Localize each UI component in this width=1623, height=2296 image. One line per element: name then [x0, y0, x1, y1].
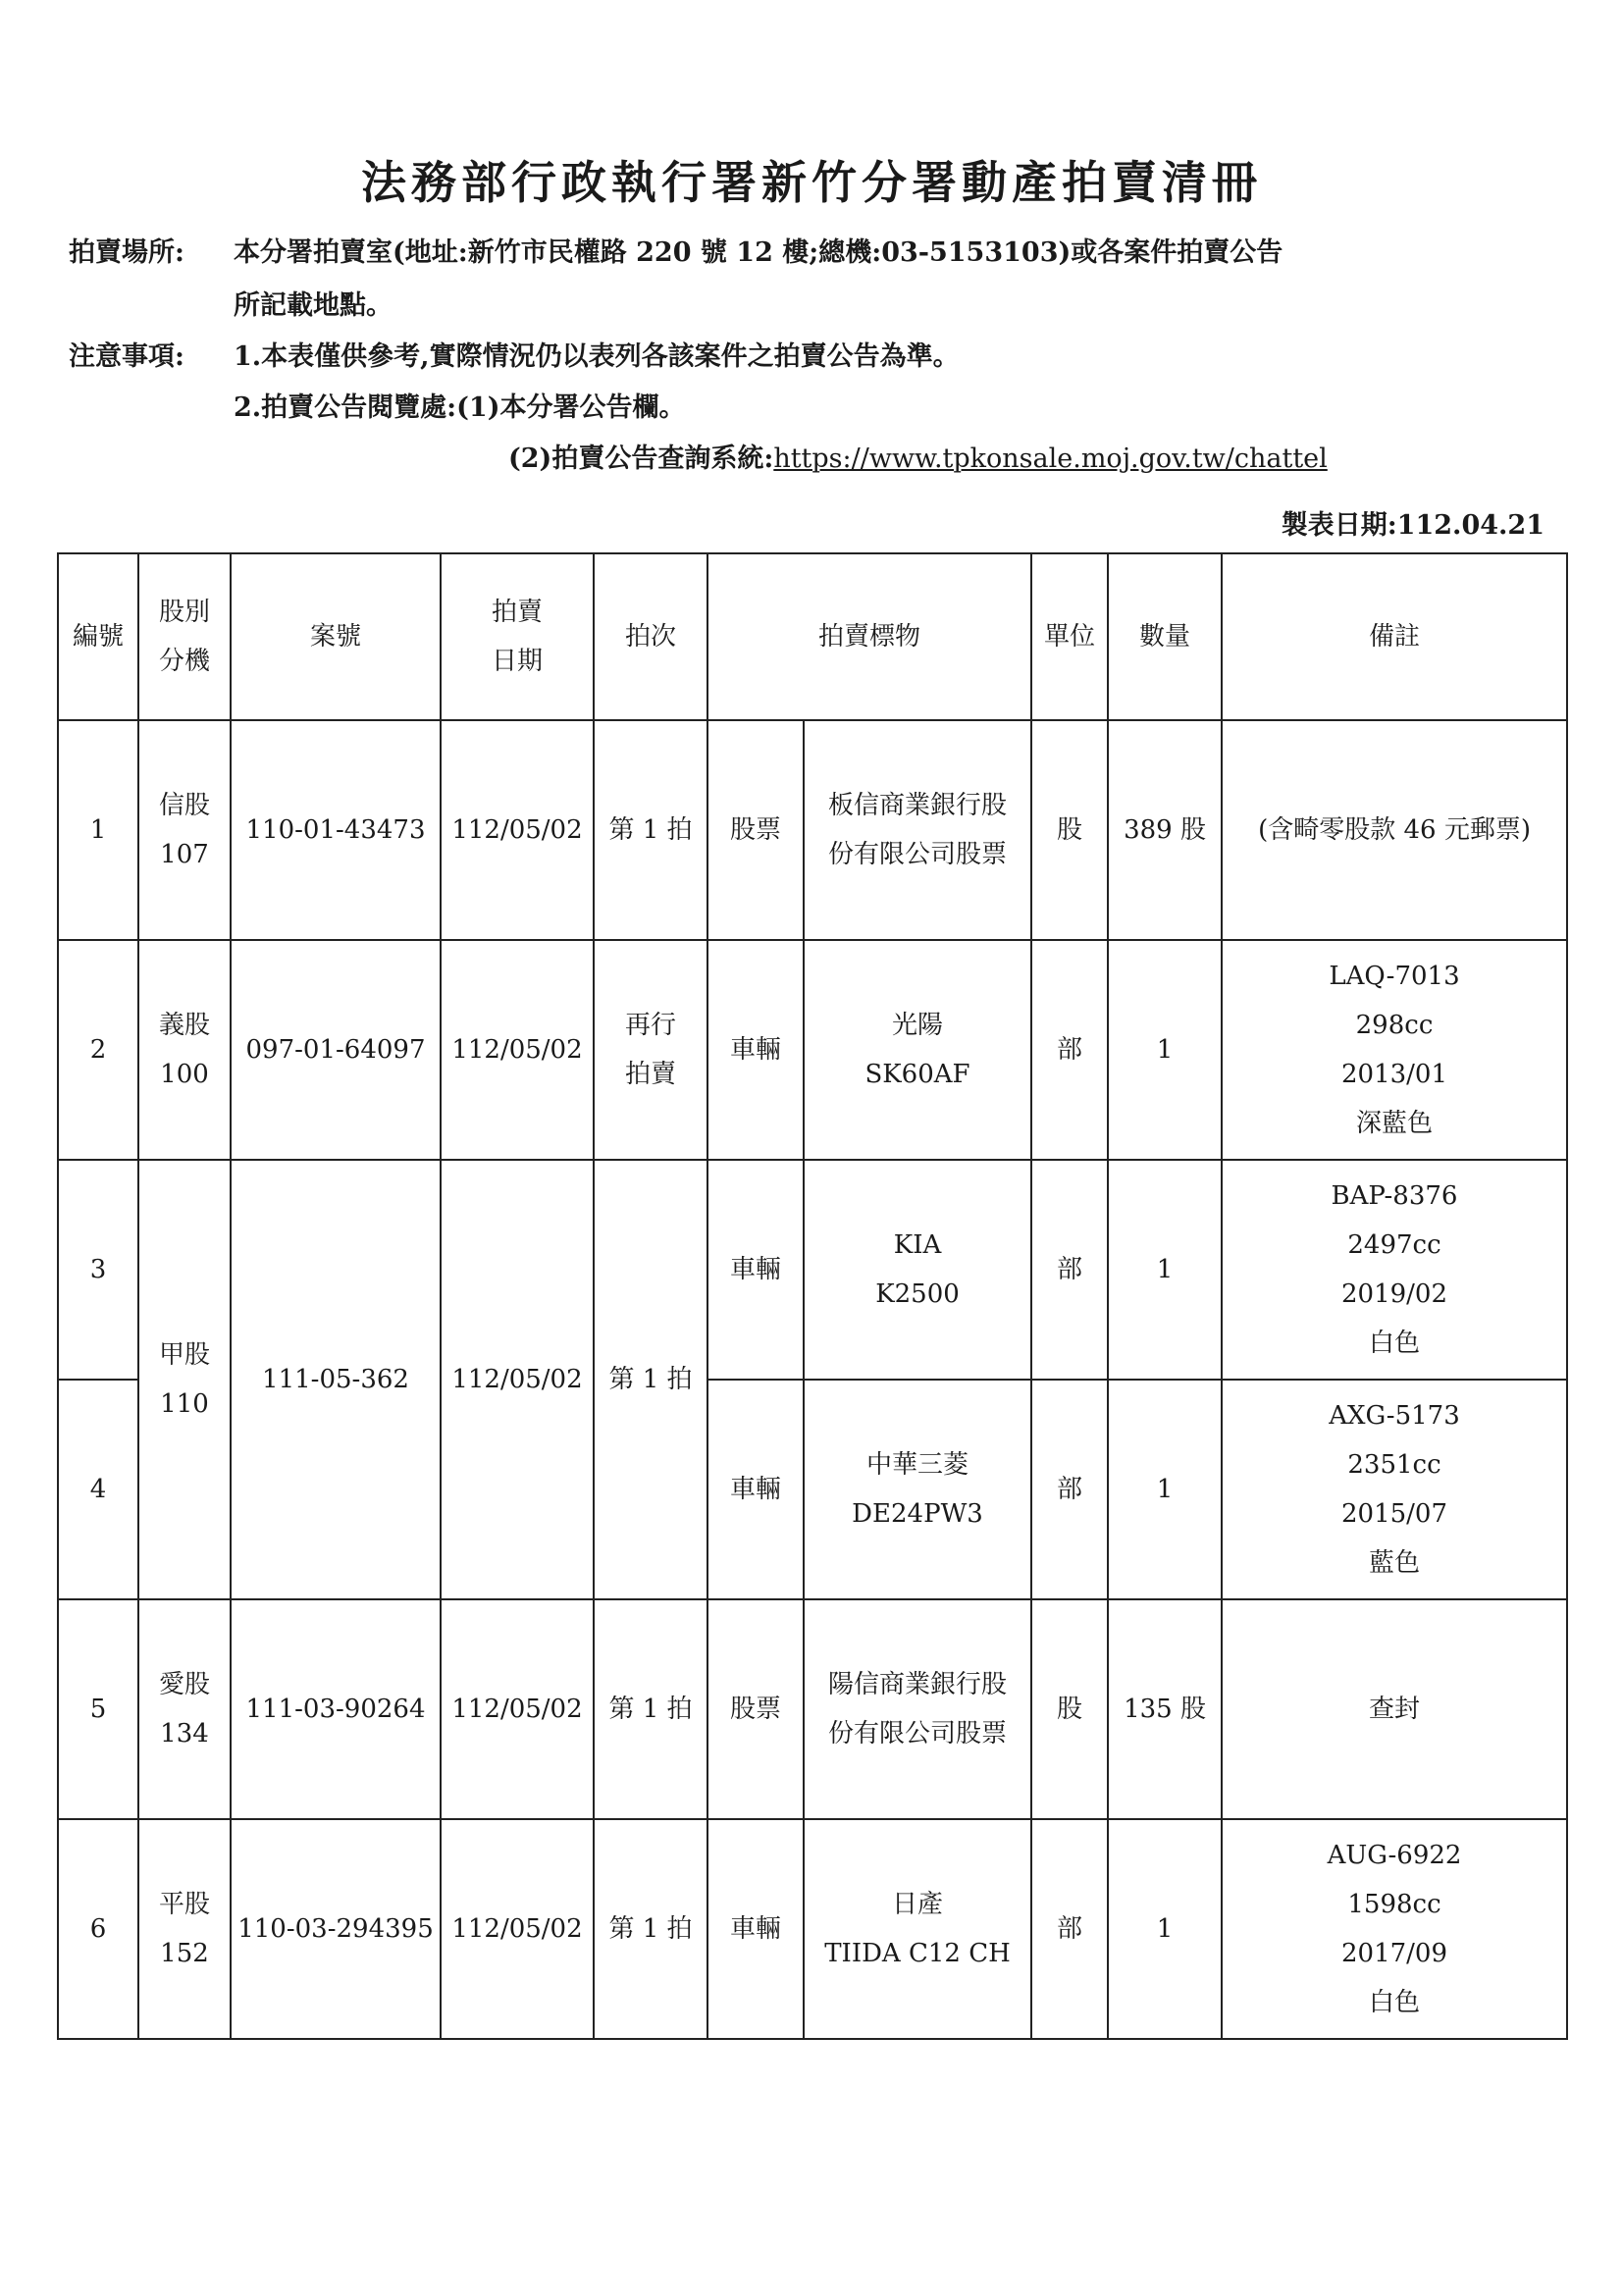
- venue-text: 本分署拍賣室(地址:新竹市民權路 220 號 12 樓;總機:03-5153103)或各案件拍賣公告: [234, 237, 1283, 268]
- header-qty: 數量: [1108, 553, 1222, 720]
- cell-note: [1222, 1599, 1567, 1819]
- cell-desc-line: 陽信商業銀行股: [828, 1670, 1008, 1699]
- cell-no: 6: [58, 1819, 138, 2039]
- cell-measure: 部: [1031, 940, 1108, 1160]
- header-note: 備註: [1222, 553, 1567, 720]
- table-row: [58, 720, 1567, 940]
- cell-qty: 1: [1108, 1380, 1222, 1599]
- cell-note-line: 2015/07: [1341, 1499, 1448, 1529]
- cell-round-text: 第 1 拍: [608, 815, 693, 845]
- cell-unit-ext: 134: [160, 1719, 209, 1748]
- notes-line-3: [508, 440, 1328, 479]
- cell-measure: 股: [1031, 1599, 1108, 1819]
- cell-unit-name: 平股: [158, 1890, 210, 1919]
- header-row: [58, 553, 1567, 720]
- cell-round: [594, 1599, 707, 1819]
- cell-unit-ext: 100: [160, 1060, 209, 1089]
- cell-note-line: AXG-5173: [1329, 1401, 1460, 1431]
- cell-desc-line: 中華三菱: [866, 1450, 969, 1480]
- note-item-2: 2.拍賣公告閱覽處:(1)本分署公告欄。: [234, 392, 686, 423]
- cell-note: [1222, 720, 1567, 940]
- cell-round-text: 第 1 拍: [608, 1914, 693, 1944]
- cell-note-line: 2013/01: [1341, 1060, 1448, 1089]
- cell-date: 112/05/02: [441, 1160, 594, 1599]
- cell-desc: [804, 1599, 1031, 1819]
- cell-date: 112/05/02: [441, 940, 594, 1160]
- cell-date: 112/05/02: [441, 1599, 594, 1819]
- venue-label: 拍賣場所:: [69, 237, 184, 268]
- cell-note-line: 1598cc: [1347, 1890, 1441, 1919]
- header-item: 拍賣標物: [707, 553, 1031, 720]
- cell-desc-line: KIA: [893, 1230, 942, 1260]
- cell-unit: [138, 940, 231, 1160]
- cell-note: [1222, 1380, 1567, 1599]
- venue-text-cont: 所記載地點。: [234, 290, 393, 321]
- cell-type: 車輛: [707, 1160, 804, 1380]
- cell-type: 車輛: [707, 1819, 804, 2039]
- header-unit-a: 股別: [158, 598, 210, 627]
- cell-note-line: 2351cc: [1347, 1450, 1441, 1480]
- header-unit: [138, 553, 231, 720]
- cell-case: 111-05-362: [231, 1160, 441, 1599]
- cell-desc-line: SK60AF: [864, 1060, 970, 1089]
- notes-line-2: [234, 389, 686, 428]
- cell-unit: [138, 1160, 231, 1599]
- cell-unit-ext: 107: [160, 840, 209, 869]
- cell-unit-name: 甲股: [158, 1340, 210, 1370]
- cell-round: [594, 1819, 707, 2039]
- header-date-b: 日期: [491, 647, 543, 676]
- cell-qty: 135 股: [1108, 1599, 1222, 1819]
- cell-unit: [138, 1819, 231, 2039]
- cell-note-line: (含畸零股款 46 元郵票): [1258, 815, 1531, 845]
- table-row: [58, 1599, 1567, 1819]
- cell-desc: [804, 1380, 1031, 1599]
- notes-label: 注意事項:: [69, 341, 184, 372]
- cell-note-line: 2497cc: [1347, 1230, 1441, 1260]
- cell-desc: [804, 1160, 1031, 1380]
- cell-case: 097-01-64097: [231, 940, 441, 1160]
- header-no: 編號: [58, 553, 138, 720]
- header-unit-b: 分機: [158, 647, 210, 676]
- venue-line-2: [234, 287, 393, 326]
- cell-round: [594, 720, 707, 940]
- cell-desc: [804, 720, 1031, 940]
- cell-unit-ext: 110: [160, 1389, 209, 1419]
- cell-unit-name: 信股: [158, 791, 210, 820]
- header-date-a: 拍賣: [491, 598, 543, 627]
- cell-round: [594, 940, 707, 1160]
- cell-desc-line: 份有限公司股票: [828, 840, 1008, 869]
- cell-note-line: 查封: [1369, 1695, 1421, 1724]
- cell-unit-name: 義股: [158, 1011, 210, 1040]
- cell-case: 110-01-43473: [231, 720, 441, 940]
- cell-note-line: LAQ-7013: [1329, 962, 1460, 991]
- cell-round: [594, 1160, 707, 1599]
- cell-type: 股票: [707, 1599, 804, 1819]
- cell-note: [1222, 940, 1567, 1160]
- cell-unit-name: 愛股: [158, 1670, 210, 1699]
- cell-desc-line: 光陽: [892, 1011, 944, 1040]
- table-row: [58, 1160, 1567, 1380]
- cell-note-line: 2019/02: [1341, 1279, 1448, 1309]
- cell-case: 111-03-90264: [231, 1599, 441, 1819]
- cell-note-line: 白色: [1369, 1988, 1421, 2017]
- cell-note-line: AUG-6922: [1327, 1841, 1462, 1870]
- auction-query-link[interactable]: https://www.tpkonsale.moj.gov.tw/chattel: [773, 444, 1328, 474]
- cell-desc-line: K2500: [875, 1279, 960, 1309]
- cell-note-line: 藍色: [1369, 1548, 1421, 1578]
- cell-measure: 部: [1031, 1160, 1108, 1380]
- cell-desc-line: 份有限公司股票: [828, 1719, 1008, 1748]
- cell-date: 112/05/02: [441, 720, 594, 940]
- cell-note: [1222, 1160, 1567, 1380]
- cell-note-line: 白色: [1369, 1329, 1421, 1358]
- cell-qty: 1: [1108, 1160, 1222, 1380]
- cell-note-line: 298cc: [1355, 1011, 1434, 1040]
- auction-table: [57, 552, 1568, 2040]
- cell-qty: 389 股: [1108, 720, 1222, 940]
- cell-note: [1222, 1819, 1567, 2039]
- cell-qty: 1: [1108, 1819, 1222, 2039]
- cell-no: 2: [58, 940, 138, 1160]
- cell-desc-line: TIIDA C12 CH: [824, 1939, 1011, 1968]
- cell-desc: [804, 1819, 1031, 2039]
- cell-note-line: BAP-8376: [1331, 1181, 1458, 1211]
- cell-round-text: 第 1 拍: [608, 1365, 693, 1394]
- cell-measure: 股: [1031, 720, 1108, 940]
- cell-round-text: 拍賣: [624, 1060, 676, 1089]
- cell-date: 112/05/02: [441, 1819, 594, 2039]
- cell-round-text: 第 1 拍: [608, 1695, 693, 1724]
- page-title: 法務部行政執行署新竹分署動產拍賣清冊: [361, 156, 1262, 209]
- cell-desc-line: 日產: [892, 1890, 944, 1919]
- cell-unit-ext: 152: [160, 1939, 209, 1968]
- cell-measure: 部: [1031, 1380, 1108, 1599]
- cell-type: 車輛: [707, 1380, 804, 1599]
- header-round: 拍次: [594, 553, 707, 720]
- cell-qty: 1: [1108, 940, 1222, 1160]
- table-row: [58, 940, 1567, 1160]
- note-item-1: 1.本表僅供參考,實際情況仍以表列各該案件之拍賣公告為準。: [234, 341, 960, 372]
- cell-round-text: 再行: [624, 1011, 676, 1040]
- cell-no: 1: [58, 720, 138, 940]
- cell-unit: [138, 720, 231, 940]
- header-measure: 單位: [1031, 553, 1108, 720]
- header-date: [441, 553, 594, 720]
- cell-type: 股票: [707, 720, 804, 940]
- table-row: [58, 1819, 1567, 2039]
- cell-note-line: 深藍色: [1356, 1109, 1434, 1138]
- cell-desc-line: 板信商業銀行股: [828, 791, 1008, 820]
- cell-no: 5: [58, 1599, 138, 1819]
- cell-unit: [138, 1599, 231, 1819]
- cell-no: 3: [58, 1160, 138, 1380]
- cell-desc-line: DE24PW3: [852, 1499, 983, 1529]
- made-date: 製表日期:112.04.21: [1281, 510, 1544, 541]
- venue-line-1: [69, 234, 1283, 273]
- cell-no: 4: [58, 1380, 138, 1599]
- note-item-3-prefix: (2)拍賣公告查詢系統:: [508, 444, 774, 474]
- cell-desc: [804, 940, 1031, 1160]
- header-case: 案號: [231, 553, 441, 720]
- notes-line-1: [69, 338, 960, 377]
- cell-note-line: 2017/09: [1341, 1939, 1448, 1968]
- cell-type: 車輛: [707, 940, 804, 1160]
- cell-measure: 部: [1031, 1819, 1108, 2039]
- cell-case: 110-03-294395: [231, 1819, 441, 2039]
